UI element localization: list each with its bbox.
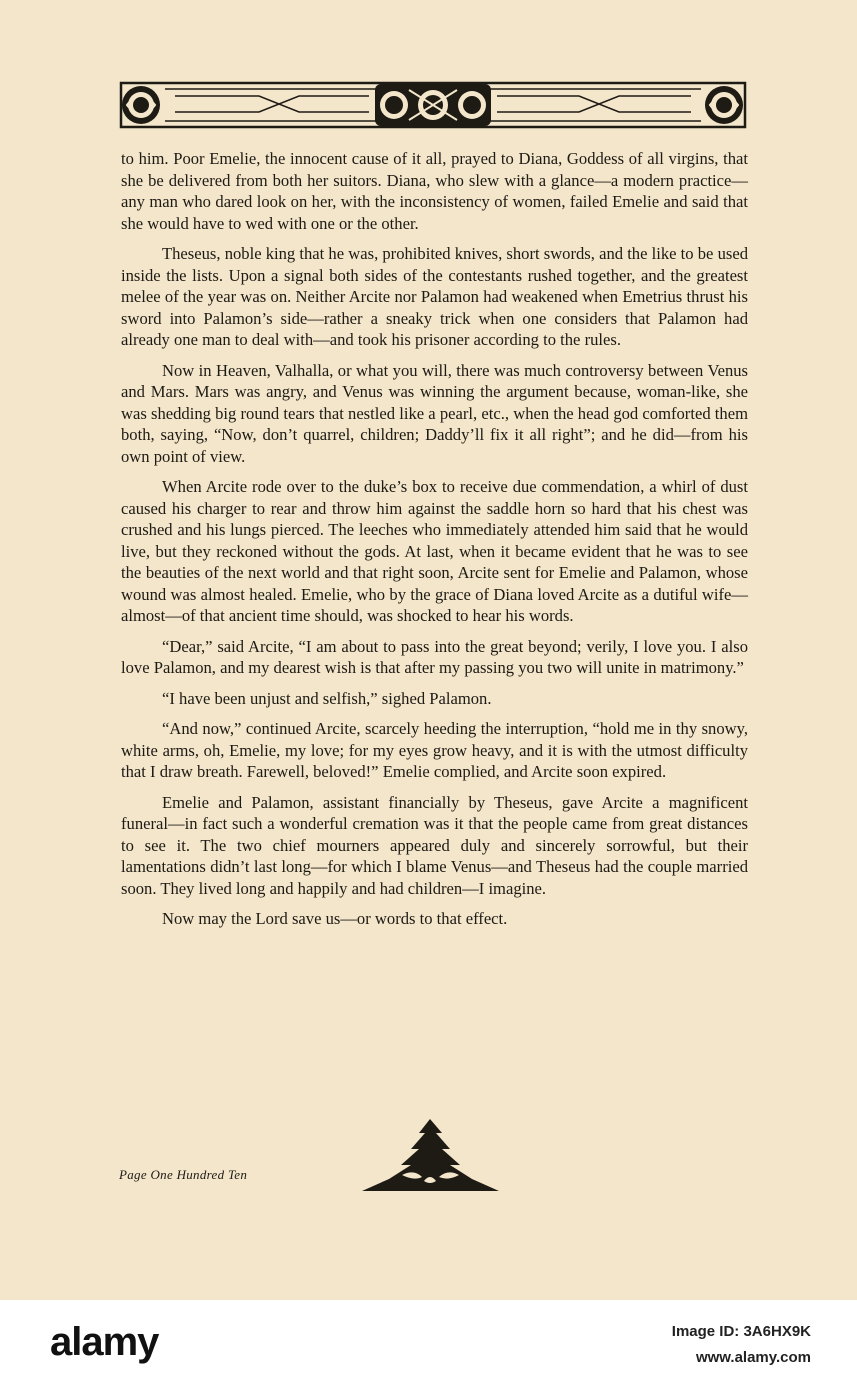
decorative-header-border <box>119 80 747 130</box>
paragraph: Now may the Lord save us—or words to that effect. <box>162 909 508 928</box>
paragraph: to him. Poor Emelie, the innocent cause of it all, prayed to Diana, Goddess of all virgins, that she be delivered from both her suitors. Diana, who slew with a glance—a modern practice—any man who dared look on her, with the inconsistency of women, failed Emelie and said that she would have to wed with one or the other. <box>121 149 748 233</box>
image-id-label: Image ID: 3A6HX9K <box>671 1323 811 1340</box>
paragraph: “And now,” continued Arcite, scarcely heeding the interruption, “hold me in thy snowy, white arms, oh, Emelie, my love; for my eyes grow heavy, and it is with the utmost difficulty that I draw breath. Farewell, beloved!” Emelie complied, and Arcite soon expired. <box>121 719 748 781</box>
paragraph: Now in Heaven, Valhalla, or what you will, there was much controversy between Venus and Mars. Mars was angry, and Venus was winning the argument because, woman-like, she was shedding big round tears that nestled like a pearl, etc., when the head god comforted them both, saying, “Now, don’t quarrel, children; Daddy’ll fix it all right”; and he did—from his own point of view. <box>121 360 748 466</box>
paragraph: Theseus, noble king that he was, prohibited knives, short swords, and the like to be used inside the lists. Upon a signal both sides of the contestants rushed together, and the greatest melee of the year was on. Neither Arcite nor Palamon had weakened when Emetrius thrust his sword into Palamon’s side—rather a sneaky trick when one considers that Palamon had already one man to deal with—and took his prisoner according to the rules. <box>121 244 748 349</box>
paragraph: Emelie and Palamon, assistant financially by Theseus, gave Arcite a magnificent funeral—in fact such a wonderful cremation was it that the people came from great distances to see it. The two chief mourners appeared duly and sincerely sorrowful, but their lamentations didn’t last long—for which I blame Venus—and Theseus had the couple married soon. They lived long and happily and had children—I imagine. <box>121 792 748 898</box>
site-url-label: www.alamy.com <box>695 1349 811 1366</box>
tree-ornament-icon <box>362 1119 499 1193</box>
page-number-label: Page One Hundred Ten <box>119 1167 248 1182</box>
paragraph: “Dear,” said Arcite, “I am about to pass into the great beyond; verily, I love you. I also love Palamon, and my dearest wish is that after my passing you two will unite in matrimony.” <box>121 636 748 677</box>
paragraph: “I have been unjust and selfish,” sighed Palamon. <box>162 688 492 708</box>
paragraph: When Arcite rode over to the duke’s box to receive due commendation, a whirl of dust caused his charger to rear and throw him against the saddle horn so hard that his chest was crushed and his lungs pierced. The leeches who immediately attended him said that he would live, but they reckoned without the gods. At last, when it became evident that he was to see the beauties of the next world and that right soon, Arcite sent for Emelie and Palamon, whose wound was almost healed. Emelie, who by the grace of Diana loved Arcite as a dutiful wife—almost—of that ancient time should, was shocked to hear his words. <box>121 477 748 625</box>
stock-brand-logo: alamy <box>50 1320 159 1364</box>
body-text <box>121 148 748 939</box>
